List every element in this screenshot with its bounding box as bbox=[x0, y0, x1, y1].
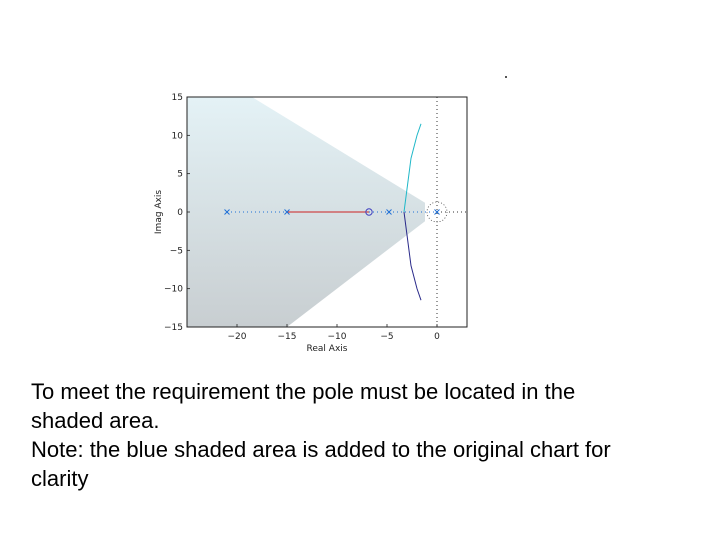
caption-line-4: clarity bbox=[31, 466, 89, 491]
y-tick-label: 0 bbox=[177, 208, 183, 218]
y-tick-label: −15 bbox=[164, 323, 183, 333]
x-tick-label: −20 bbox=[227, 332, 247, 342]
y-tick-label: −10 bbox=[164, 284, 183, 295]
y-tick-label: 5 bbox=[177, 169, 183, 180]
x-tick-label: −5 bbox=[380, 332, 394, 342]
caption-text bbox=[31, 377, 691, 493]
caption-line-3: Note: the blue shaded area is added to the original chart for bbox=[31, 437, 611, 462]
stray-dot bbox=[505, 76, 507, 78]
x-tick-label: −10 bbox=[327, 332, 347, 342]
y-tick-label: 10 bbox=[171, 131, 183, 142]
x-axis-label: Real Axis bbox=[306, 344, 348, 354]
caption-line-2: shaded area. bbox=[31, 408, 160, 433]
caption-line-1: To meet the requirement the pole must be located in the bbox=[31, 379, 576, 404]
x-tick-label: 0 bbox=[434, 332, 440, 342]
y-axis-label: Imag Axis bbox=[154, 189, 164, 235]
y-tick-label: 15 bbox=[171, 93, 183, 103]
y-tick-label: −5 bbox=[169, 246, 183, 257]
x-tick-label: −15 bbox=[277, 332, 297, 342]
